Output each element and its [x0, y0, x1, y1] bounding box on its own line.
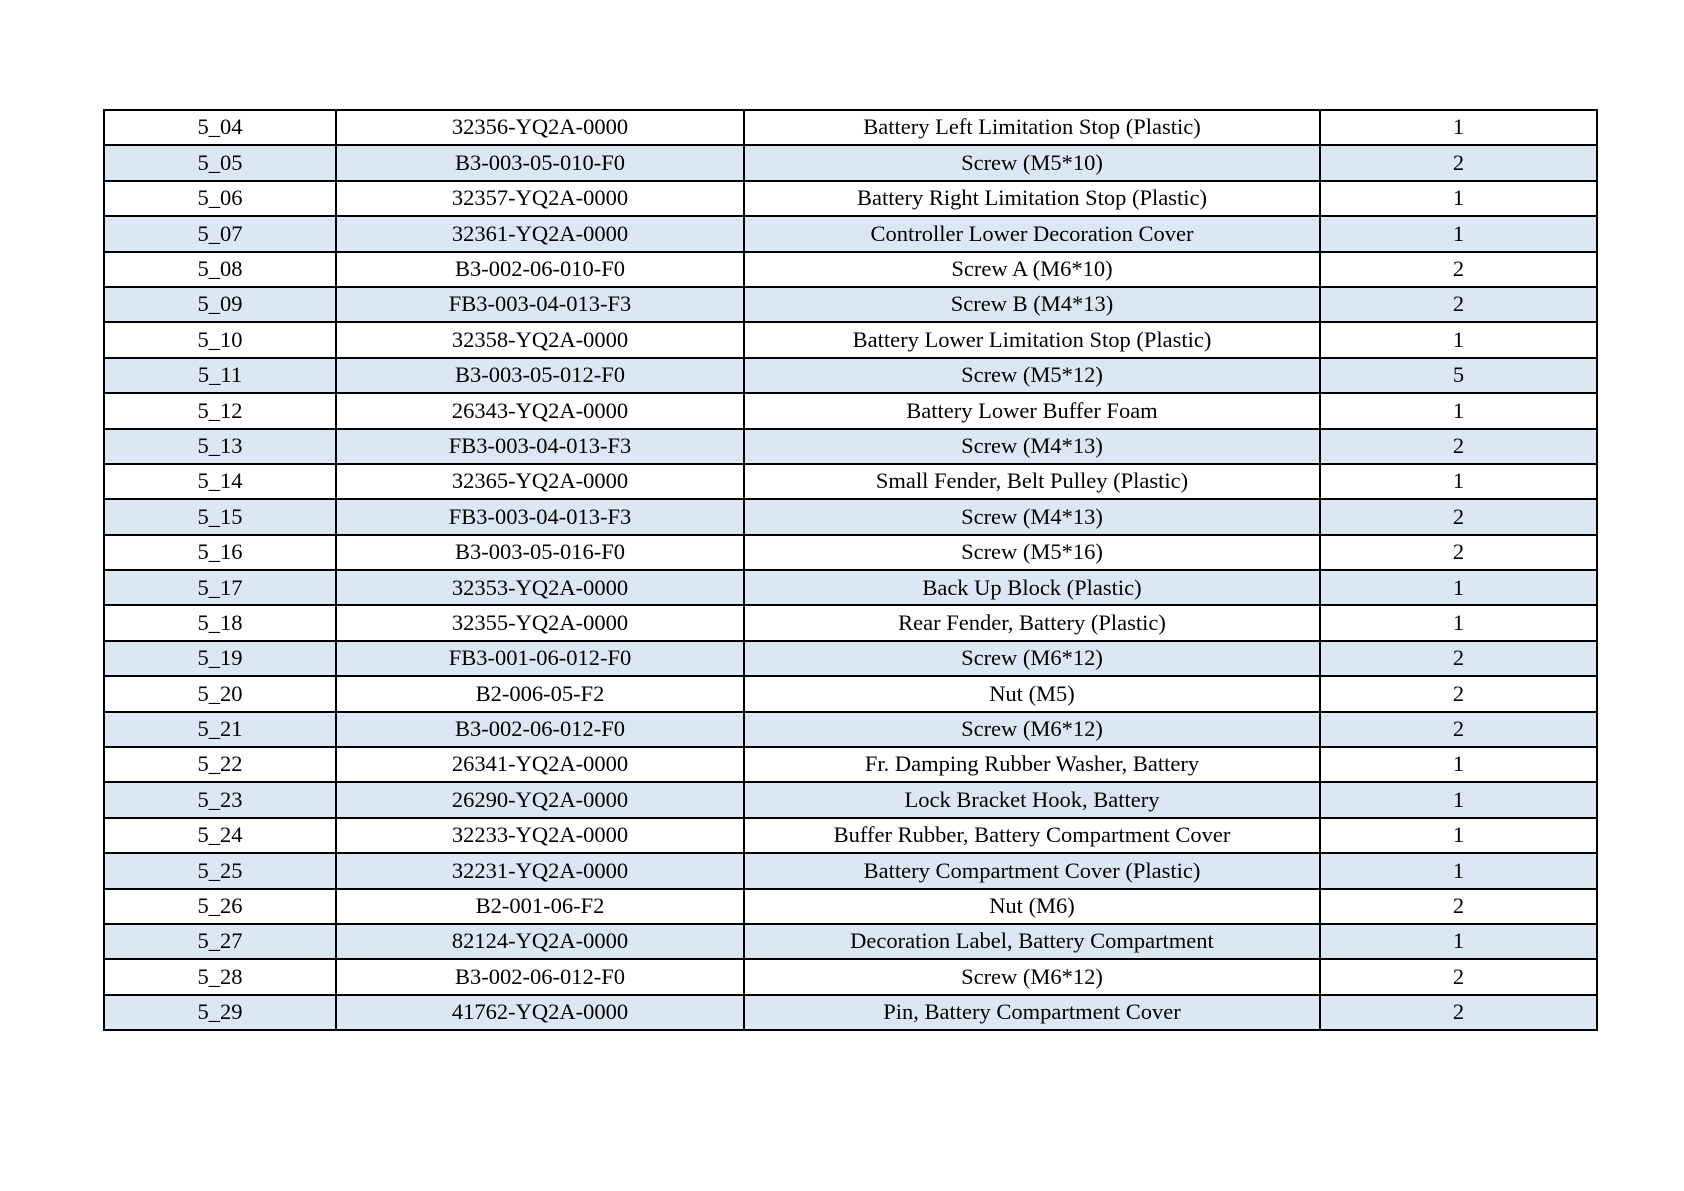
description-cell: Screw (M6*12) — [744, 959, 1320, 994]
description-cell: Battery Right Limitation Stop (Plastic) — [744, 181, 1320, 216]
part-number-cell: 32361-YQ2A-0000 — [336, 216, 744, 251]
item-number-cell: 5_26 — [104, 889, 336, 924]
item-number-cell: 5_28 — [104, 959, 336, 994]
item-number-cell: 5_09 — [104, 287, 336, 322]
part-number-cell: 32356-YQ2A-0000 — [336, 110, 744, 145]
quantity-cell: 2 — [1320, 995, 1597, 1030]
table-row — [104, 959, 1597, 994]
item-number-cell: 5_27 — [104, 924, 336, 959]
quantity-cell: 1 — [1320, 393, 1597, 428]
description-cell: Nut (M5) — [744, 676, 1320, 711]
quantity-cell: 1 — [1320, 322, 1597, 357]
description-cell: Screw (M4*13) — [744, 429, 1320, 464]
description-cell: Screw (M6*12) — [744, 712, 1320, 747]
table-row — [104, 181, 1597, 216]
quantity-cell: 2 — [1320, 712, 1597, 747]
description-cell: Screw (M5*10) — [744, 145, 1320, 180]
part-number-cell: 26343-YQ2A-0000 — [336, 393, 744, 428]
quantity-cell: 2 — [1320, 287, 1597, 322]
table-row — [104, 782, 1597, 817]
part-number-cell: FB3-003-04-013-F3 — [336, 287, 744, 322]
part-number-cell: 32233-YQ2A-0000 — [336, 818, 744, 853]
part-number-cell: FB3-003-04-013-F3 — [336, 499, 744, 534]
quantity-cell: 5 — [1320, 358, 1597, 393]
description-cell: Screw (M5*12) — [744, 358, 1320, 393]
table-row — [104, 429, 1597, 464]
part-number-cell: FB3-001-06-012-F0 — [336, 641, 744, 676]
description-cell: Small Fender, Belt Pulley (Plastic) — [744, 464, 1320, 499]
item-number-cell: 5_19 — [104, 641, 336, 676]
part-number-cell: 32231-YQ2A-0000 — [336, 853, 744, 888]
parts-table — [103, 109, 1598, 1031]
quantity-cell: 1 — [1320, 853, 1597, 888]
item-number-cell: 5_22 — [104, 747, 336, 782]
table-row — [104, 570, 1597, 605]
quantity-cell: 2 — [1320, 641, 1597, 676]
item-number-cell: 5_25 — [104, 853, 336, 888]
table-row — [104, 393, 1597, 428]
item-number-cell: 5_16 — [104, 535, 336, 570]
part-number-cell: 32353-YQ2A-0000 — [336, 570, 744, 605]
table-row — [104, 995, 1597, 1030]
description-cell: Controller Lower Decoration Cover — [744, 216, 1320, 251]
description-cell: Screw A (M6*10) — [744, 252, 1320, 287]
item-number-cell: 5_10 — [104, 322, 336, 357]
item-number-cell: 5_13 — [104, 429, 336, 464]
description-cell: Nut (M6) — [744, 889, 1320, 924]
part-number-cell: 32357-YQ2A-0000 — [336, 181, 744, 216]
quantity-cell: 2 — [1320, 959, 1597, 994]
table-row — [104, 889, 1597, 924]
item-number-cell: 5_17 — [104, 570, 336, 605]
description-cell: Battery Compartment Cover (Plastic) — [744, 853, 1320, 888]
quantity-cell: 1 — [1320, 216, 1597, 251]
description-cell: Battery Lower Buffer Foam — [744, 393, 1320, 428]
item-number-cell: 5_06 — [104, 181, 336, 216]
description-cell: Screw (M5*16) — [744, 535, 1320, 570]
table-row — [104, 712, 1597, 747]
part-number-cell: B3-002-06-012-F0 — [336, 712, 744, 747]
description-cell: Decoration Label, Battery Compartment — [744, 924, 1320, 959]
table-row — [104, 605, 1597, 640]
quantity-cell: 1 — [1320, 110, 1597, 145]
description-cell: Screw (M4*13) — [744, 499, 1320, 534]
part-number-cell: FB3-003-04-013-F3 — [336, 429, 744, 464]
description-cell: Pin, Battery Compartment Cover — [744, 995, 1320, 1030]
table-row — [104, 145, 1597, 180]
part-number-cell: 32365-YQ2A-0000 — [336, 464, 744, 499]
part-number-cell: B2-001-06-F2 — [336, 889, 744, 924]
part-number-cell: 26341-YQ2A-0000 — [336, 747, 744, 782]
part-number-cell: B3-002-06-012-F0 — [336, 959, 744, 994]
table-row — [104, 464, 1597, 499]
table-row — [104, 535, 1597, 570]
quantity-cell: 1 — [1320, 782, 1597, 817]
part-number-cell: B2-006-05-F2 — [336, 676, 744, 711]
table-row — [104, 322, 1597, 357]
description-cell: Screw (M6*12) — [744, 641, 1320, 676]
description-cell: Battery Left Limitation Stop (Plastic) — [744, 110, 1320, 145]
part-number-cell: B3-003-05-010-F0 — [336, 145, 744, 180]
quantity-cell: 1 — [1320, 570, 1597, 605]
item-number-cell: 5_18 — [104, 605, 336, 640]
quantity-cell: 2 — [1320, 535, 1597, 570]
quantity-cell: 1 — [1320, 605, 1597, 640]
part-number-cell: B3-003-05-012-F0 — [336, 358, 744, 393]
item-number-cell: 5_29 — [104, 995, 336, 1030]
table-row — [104, 924, 1597, 959]
table-row — [104, 358, 1597, 393]
item-number-cell: 5_08 — [104, 252, 336, 287]
quantity-cell: 2 — [1320, 499, 1597, 534]
item-number-cell: 5_11 — [104, 358, 336, 393]
part-number-cell: 82124-YQ2A-0000 — [336, 924, 744, 959]
quantity-cell: 2 — [1320, 889, 1597, 924]
part-number-cell: 41762-YQ2A-0000 — [336, 995, 744, 1030]
parts-table-body — [104, 110, 1597, 1030]
table-row — [104, 818, 1597, 853]
item-number-cell: 5_20 — [104, 676, 336, 711]
quantity-cell: 2 — [1320, 429, 1597, 464]
item-number-cell: 5_14 — [104, 464, 336, 499]
quantity-cell: 1 — [1320, 181, 1597, 216]
table-row — [104, 499, 1597, 534]
quantity-cell: 2 — [1320, 145, 1597, 180]
table-row — [104, 287, 1597, 322]
description-cell: Fr. Damping Rubber Washer, Battery — [744, 747, 1320, 782]
table-row — [104, 641, 1597, 676]
description-cell: Rear Fender, Battery (Plastic) — [744, 605, 1320, 640]
description-cell: Screw B (M4*13) — [744, 287, 1320, 322]
table-row — [104, 853, 1597, 888]
quantity-cell: 2 — [1320, 676, 1597, 711]
table-row — [104, 110, 1597, 145]
description-cell: Lock Bracket Hook, Battery — [744, 782, 1320, 817]
part-number-cell: 32355-YQ2A-0000 — [336, 605, 744, 640]
table-row — [104, 252, 1597, 287]
part-number-cell: B3-002-06-010-F0 — [336, 252, 744, 287]
item-number-cell: 5_24 — [104, 818, 336, 853]
item-number-cell: 5_05 — [104, 145, 336, 180]
quantity-cell: 1 — [1320, 464, 1597, 499]
item-number-cell: 5_21 — [104, 712, 336, 747]
description-cell: Buffer Rubber, Battery Compartment Cover — [744, 818, 1320, 853]
part-number-cell: 26290-YQ2A-0000 — [336, 782, 744, 817]
quantity-cell: 1 — [1320, 924, 1597, 959]
item-number-cell: 5_15 — [104, 499, 336, 534]
item-number-cell: 5_04 — [104, 110, 336, 145]
item-number-cell: 5_12 — [104, 393, 336, 428]
table-row — [104, 676, 1597, 711]
description-cell: Battery Lower Limitation Stop (Plastic) — [744, 322, 1320, 357]
quantity-cell: 1 — [1320, 818, 1597, 853]
item-number-cell: 5_07 — [104, 216, 336, 251]
item-number-cell: 5_23 — [104, 782, 336, 817]
table-row — [104, 216, 1597, 251]
description-cell: Back Up Block (Plastic) — [744, 570, 1320, 605]
part-number-cell: 32358-YQ2A-0000 — [336, 322, 744, 357]
table-row — [104, 747, 1597, 782]
quantity-cell: 1 — [1320, 747, 1597, 782]
quantity-cell: 2 — [1320, 252, 1597, 287]
part-number-cell: B3-003-05-016-F0 — [336, 535, 744, 570]
